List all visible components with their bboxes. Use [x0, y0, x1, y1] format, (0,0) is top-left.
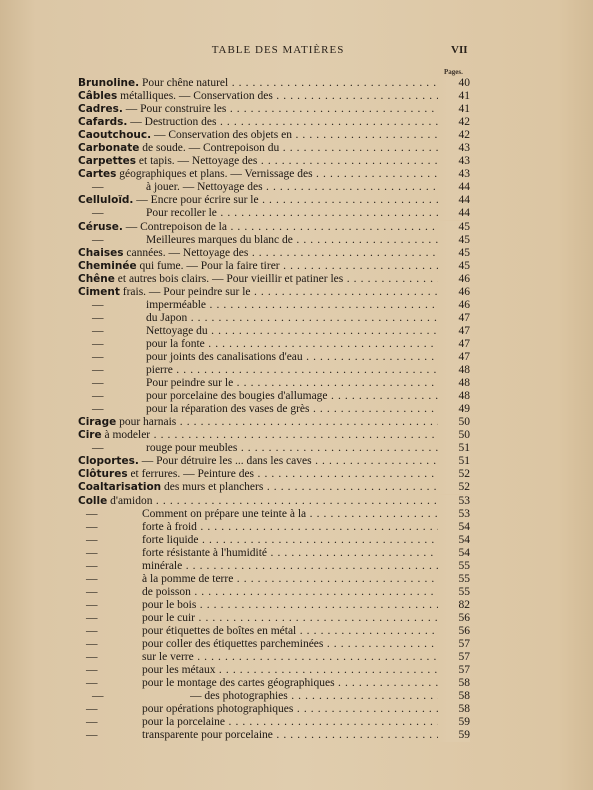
toc-entry	[0, 495, 593, 508]
continuation-dash: —	[92, 207, 104, 220]
toc-entry-text	[78, 103, 438, 116]
continuation-dash: —	[86, 664, 98, 677]
toc-page-number: 44	[438, 194, 470, 207]
toc-entry-keyword: Cire	[78, 429, 102, 442]
toc-page-number: 45	[438, 221, 470, 234]
toc-page-number: 43	[438, 155, 470, 168]
toc-entry-text	[78, 168, 438, 181]
toc-entry-description: frais. — Pour peindre sur le	[119, 285, 251, 298]
toc-page-number: 50	[438, 416, 470, 429]
toc-entry	[0, 194, 593, 207]
toc-page-number: 47	[438, 351, 470, 364]
toc-entry-text	[146, 338, 438, 351]
toc-entry-description: pour les métaux	[142, 664, 216, 677]
toc-page-number: 44	[438, 181, 470, 194]
toc-page-number: 57	[438, 651, 470, 664]
toc-entry-description: transparente pour porcelaine	[142, 729, 273, 742]
toc-entry-keyword: Cartes	[78, 168, 117, 181]
page-number: VII	[451, 44, 468, 56]
toc-entry-description: à modeler	[101, 429, 151, 442]
toc-entry	[0, 103, 593, 116]
toc-page-number: 48	[438, 390, 470, 403]
toc-entry-keyword: Cafards.	[78, 116, 128, 129]
continuation-dash: —	[92, 377, 104, 390]
continuation-dash: —	[86, 585, 98, 598]
toc-entry-text	[146, 325, 438, 338]
continuation-dash: —	[86, 729, 98, 742]
continuation-dash: —	[86, 716, 98, 729]
toc-entry-description: pour harnais	[116, 416, 177, 429]
toc-entry-description: d'amidon	[107, 494, 153, 507]
toc-entry-text	[142, 664, 438, 677]
toc-entry-description: forte résistante à l'humidité	[142, 546, 268, 559]
toc-entry-description: qui fume. — Pour la faire tirer	[136, 259, 280, 272]
toc-entry-keyword: Celluloïd.	[78, 194, 134, 207]
continuation-dash: —	[92, 233, 104, 246]
toc-entry	[0, 299, 593, 312]
toc-page-number: 55	[438, 560, 470, 573]
toc-entry-text	[78, 90, 438, 103]
toc-entry-description: — Encre pour écrire sur le	[133, 194, 259, 207]
toc-entry-keyword: Brunoline.	[78, 77, 140, 89]
toc-entry-keyword: Cheminée	[78, 259, 137, 272]
toc-entry-keyword: Céruse.	[78, 220, 123, 233]
toc-page-number: 58	[438, 677, 470, 690]
toc-entry	[0, 403, 593, 416]
toc-entry-description: pour porcelaine des bougies d'allumage	[146, 390, 328, 403]
table-of-contents	[0, 77, 593, 742]
toc-page-number: 45	[438, 247, 470, 260]
toc-entry	[0, 155, 593, 168]
toc-entry-text	[142, 651, 438, 664]
toc-entry-keyword: Chêne	[78, 272, 115, 285]
toc-entry	[0, 521, 593, 534]
toc-entry-description: Pour peindre sur le	[146, 377, 234, 390]
toc-entry-text	[78, 429, 438, 442]
toc-page-number: 54	[438, 534, 470, 547]
toc-page-number: 44	[438, 207, 470, 220]
toc-entry-description: pour étiquettes de boîtes en métal	[142, 624, 297, 637]
toc-entry-description: — Contrepoison de la	[122, 220, 227, 233]
toc-entry-text	[78, 260, 438, 273]
toc-page-number: 59	[438, 729, 470, 742]
toc-entry-text	[78, 129, 438, 142]
toc-entry	[0, 716, 593, 729]
toc-page-number: 40	[438, 77, 470, 90]
toc-entry	[0, 612, 593, 625]
toc-entry-description: — des photographies	[190, 690, 288, 703]
toc-entry-description: pour joints des canalisations d'eau	[146, 350, 303, 363]
toc-entry-description: de poisson	[142, 585, 191, 598]
toc-entry-description: cannées. — Nettoyage des	[123, 246, 249, 259]
continuation-dash: —	[92, 337, 104, 350]
toc-page-number: 42	[438, 129, 470, 142]
toc-entry	[0, 142, 593, 155]
toc-entry-keyword: Cirage	[78, 416, 117, 429]
toc-entry-text	[78, 495, 438, 508]
toc-entry-text	[142, 612, 438, 625]
toc-entry-description: pour la fonte	[146, 337, 205, 350]
continuation-dash: —	[92, 690, 104, 703]
toc-page-number: 43	[438, 142, 470, 155]
toc-entry-text	[146, 299, 438, 312]
toc-entry-text	[142, 703, 438, 716]
continuation-dash: —	[86, 507, 98, 520]
toc-entry-description: pour opérations photographiques	[142, 703, 294, 716]
toc-page-number: 42	[438, 116, 470, 129]
toc-entry-description: — Conservation des objets en	[151, 129, 292, 142]
toc-entry-keyword: Ciment	[78, 285, 120, 298]
toc-entry-keyword: Coaltarisation	[78, 481, 162, 494]
toc-page-number: 53	[438, 508, 470, 521]
toc-entry-description: pour coller des étiquettes parcheminées	[142, 638, 324, 651]
toc-page-number: 43	[438, 168, 470, 181]
toc-entry-keyword: Carpettes	[78, 155, 137, 168]
continuation-dash: —	[86, 546, 98, 559]
toc-page-number: 47	[438, 312, 470, 325]
toc-entry-text	[78, 468, 438, 481]
toc-entry-text	[78, 221, 438, 234]
toc-entry-text	[142, 586, 438, 599]
toc-entry-keyword: Câbles	[78, 90, 118, 103]
toc-page-number: 47	[438, 325, 470, 338]
continuation-dash: —	[86, 677, 98, 690]
toc-entry-description: — Pour construire les	[122, 103, 227, 116]
toc-entry-text	[78, 77, 438, 90]
toc-entry	[0, 560, 593, 573]
toc-page-number: 46	[438, 299, 470, 312]
toc-entry	[0, 338, 593, 351]
toc-entry	[0, 599, 593, 612]
toc-entry-description: minérale	[142, 559, 183, 572]
pages-column-label: Pages.	[444, 68, 463, 76]
toc-entry-description: et ferrures. — Peinture des	[127, 468, 255, 481]
toc-entry	[0, 377, 593, 390]
toc-entry	[0, 312, 593, 325]
toc-entry-text	[142, 638, 438, 651]
continuation-dash: —	[86, 624, 98, 637]
toc-entry-text	[146, 364, 438, 377]
toc-entry	[0, 325, 593, 338]
toc-entry	[0, 573, 593, 586]
toc-entry-text	[142, 599, 438, 612]
toc-entry-text	[146, 312, 438, 325]
toc-page-number: 51	[438, 442, 470, 455]
toc-page-number: 45	[438, 260, 470, 273]
toc-page-number: 52	[438, 481, 470, 494]
toc-entry-description: imperméable	[146, 298, 207, 311]
toc-page-number: 54	[438, 547, 470, 560]
toc-page-number: 54	[438, 521, 470, 534]
toc-entry-description: — Pour détruire les ... dans les caves	[138, 455, 312, 468]
toc-page-number: 41	[438, 90, 470, 103]
toc-entry	[0, 260, 593, 273]
toc-entry-keyword: Chaises	[78, 246, 124, 259]
continuation-dash: —	[86, 638, 98, 651]
toc-entry-text	[142, 547, 438, 560]
toc-page-number: 82	[438, 599, 470, 612]
toc-entry-keyword: Carbonate	[78, 142, 140, 155]
toc-entry-text	[142, 625, 438, 638]
toc-page-number: 48	[438, 364, 470, 377]
toc-page-number: 45	[438, 234, 470, 247]
toc-entry-text	[146, 351, 438, 364]
toc-entry-description: et tapis. — Nettoyage des	[136, 155, 258, 168]
toc-entry-text	[78, 247, 438, 260]
toc-entry-text	[190, 690, 438, 703]
toc-entry	[0, 729, 593, 742]
continuation-dash: —	[86, 572, 98, 585]
toc-entry-text	[146, 442, 438, 455]
toc-page-number: 56	[438, 612, 470, 625]
toc-entry-description: Meilleures marques du blanc de	[146, 233, 293, 246]
toc-entry-text	[142, 560, 438, 573]
toc-entry-description: à jouer. — Nettoyage des	[146, 181, 263, 194]
toc-entry-description: géographiques et plans. — Vernissage des	[116, 168, 313, 181]
toc-entry	[0, 181, 593, 194]
continuation-dash: —	[86, 520, 98, 533]
toc-entry-text	[146, 390, 438, 403]
toc-entry	[0, 364, 593, 377]
toc-entry	[0, 416, 593, 429]
toc-page-number: 48	[438, 377, 470, 390]
toc-page-number: 50	[438, 429, 470, 442]
toc-entry	[0, 273, 593, 286]
toc-entry	[0, 351, 593, 364]
toc-page-number: 52	[438, 468, 470, 481]
toc-page-number: 58	[438, 690, 470, 703]
toc-entry	[0, 703, 593, 716]
toc-entry-description: Pour chêne naturel	[139, 77, 229, 89]
toc-entry-text	[142, 716, 438, 729]
continuation-dash: —	[86, 559, 98, 572]
toc-entry-keyword: Clôtures	[78, 468, 128, 481]
toc-entry-text	[78, 194, 438, 207]
toc-entry	[0, 586, 593, 599]
continuation-dash: —	[92, 390, 104, 403]
toc-page-number: 59	[438, 716, 470, 729]
toc-page-number: 49	[438, 403, 470, 416]
toc-entry	[0, 77, 593, 90]
toc-entry-description: à la pomme de terre	[142, 572, 234, 585]
continuation-dash: —	[92, 403, 104, 416]
toc-entry	[0, 481, 593, 494]
page-header	[0, 44, 593, 60]
toc-entry	[0, 90, 593, 103]
toc-entry-description: pour le bois	[142, 598, 197, 611]
toc-entry-description: rouge pour meubles	[146, 442, 238, 455]
toc-entry-text	[142, 573, 438, 586]
toc-entry	[0, 116, 593, 129]
toc-entry-text	[142, 521, 438, 534]
toc-entry	[0, 468, 593, 481]
toc-entry-keyword: Colle	[78, 494, 108, 507]
toc-entry-description: de soude. — Contrepoison du	[139, 142, 280, 155]
toc-entry-text	[142, 534, 438, 547]
toc-entry-description: forte liquide	[142, 533, 199, 546]
toc-entry	[0, 129, 593, 142]
toc-entry	[0, 625, 593, 638]
toc-entry-description: du Japon	[146, 311, 188, 324]
toc-entry-text	[78, 286, 438, 299]
toc-entry-description: Nettoyage du	[146, 324, 208, 337]
toc-entry-text	[78, 116, 438, 129]
continuation-dash: —	[86, 533, 98, 546]
toc-entry-text	[142, 508, 438, 521]
continuation-dash: —	[92, 350, 104, 363]
toc-entry-description: pour la réparation des vases de grès	[146, 403, 310, 416]
toc-page-number: 55	[438, 573, 470, 586]
toc-entry-text	[146, 403, 438, 416]
toc-entry-description: pour la porcelaine	[142, 716, 226, 729]
toc-entry	[0, 442, 593, 455]
toc-entry-text	[146, 234, 438, 247]
continuation-dash: —	[92, 311, 104, 324]
toc-entry-text	[78, 155, 438, 168]
toc-page-number: 58	[438, 703, 470, 716]
toc-entry-text	[146, 181, 438, 194]
toc-entry	[0, 677, 593, 690]
toc-page-number: 57	[438, 664, 470, 677]
toc-page-number: 51	[438, 455, 470, 468]
continuation-dash: —	[86, 598, 98, 611]
toc-entry-text	[78, 455, 438, 468]
toc-page-number: 53	[438, 495, 470, 508]
toc-entry-description: et autres bois clairs. — Pour vieillir et patiner les	[114, 272, 344, 285]
continuation-dash: —	[86, 703, 98, 716]
toc-entry	[0, 234, 593, 247]
continuation-dash: —	[86, 651, 98, 664]
toc-entry-description: pierre	[146, 364, 173, 377]
toc-entry-description: pour le cuir	[142, 611, 196, 624]
toc-page-number: 47	[438, 338, 470, 351]
toc-entry-text	[146, 207, 438, 220]
toc-entry	[0, 221, 593, 234]
toc-entry	[0, 651, 593, 664]
continuation-dash: —	[86, 611, 98, 624]
toc-page-number: 46	[438, 286, 470, 299]
toc-entry-keyword: Cloportes.	[78, 455, 139, 468]
toc-entry	[0, 638, 593, 651]
toc-entry-description: forte à froid	[142, 520, 197, 533]
toc-page-number: 55	[438, 586, 470, 599]
toc-entry	[0, 168, 593, 181]
page-title: TABLE DES MATIÈRES	[211, 44, 345, 56]
toc-entry	[0, 207, 593, 220]
toc-entry	[0, 534, 593, 547]
toc-entry	[0, 247, 593, 260]
toc-entry-keyword: Cadres.	[78, 103, 123, 116]
continuation-dash: —	[92, 181, 104, 194]
toc-entry	[0, 690, 593, 703]
toc-entry	[0, 455, 593, 468]
toc-entry-description: Pour recoller le	[146, 207, 217, 220]
toc-entry-keyword: Caoutchouc.	[78, 129, 152, 142]
toc-entry-description: métalliques. — Conservation des	[117, 90, 273, 103]
toc-entry	[0, 547, 593, 560]
continuation-dash: —	[92, 324, 104, 337]
toc-entry-description: — Destruction des	[127, 116, 217, 129]
toc-entry-description: pour le montage des cartes géographiques	[142, 677, 335, 690]
continuation-dash: —	[92, 364, 104, 377]
toc-entry-text	[78, 273, 438, 286]
toc-entry	[0, 390, 593, 403]
toc-entry-text	[78, 142, 438, 155]
toc-page-number: 56	[438, 625, 470, 638]
toc-entry-text	[78, 416, 438, 429]
toc-entry-description: des murs et planchers	[161, 481, 264, 494]
toc-entry-description: Comment on prépare une teinte à la	[142, 507, 307, 520]
toc-entry-text	[78, 481, 438, 494]
toc-entry-description: sur le verre	[142, 651, 194, 664]
continuation-dash: —	[92, 298, 104, 311]
toc-entry	[0, 286, 593, 299]
toc-page-number: 57	[438, 638, 470, 651]
continuation-dash: —	[92, 442, 104, 455]
toc-page-number: 46	[438, 273, 470, 286]
toc-entry	[0, 664, 593, 677]
toc-entry	[0, 429, 593, 442]
toc-entry	[0, 508, 593, 521]
toc-entry-text	[142, 677, 438, 690]
toc-entry-text	[142, 729, 438, 742]
toc-page-number: 41	[438, 103, 470, 116]
toc-entry-text	[146, 377, 438, 390]
